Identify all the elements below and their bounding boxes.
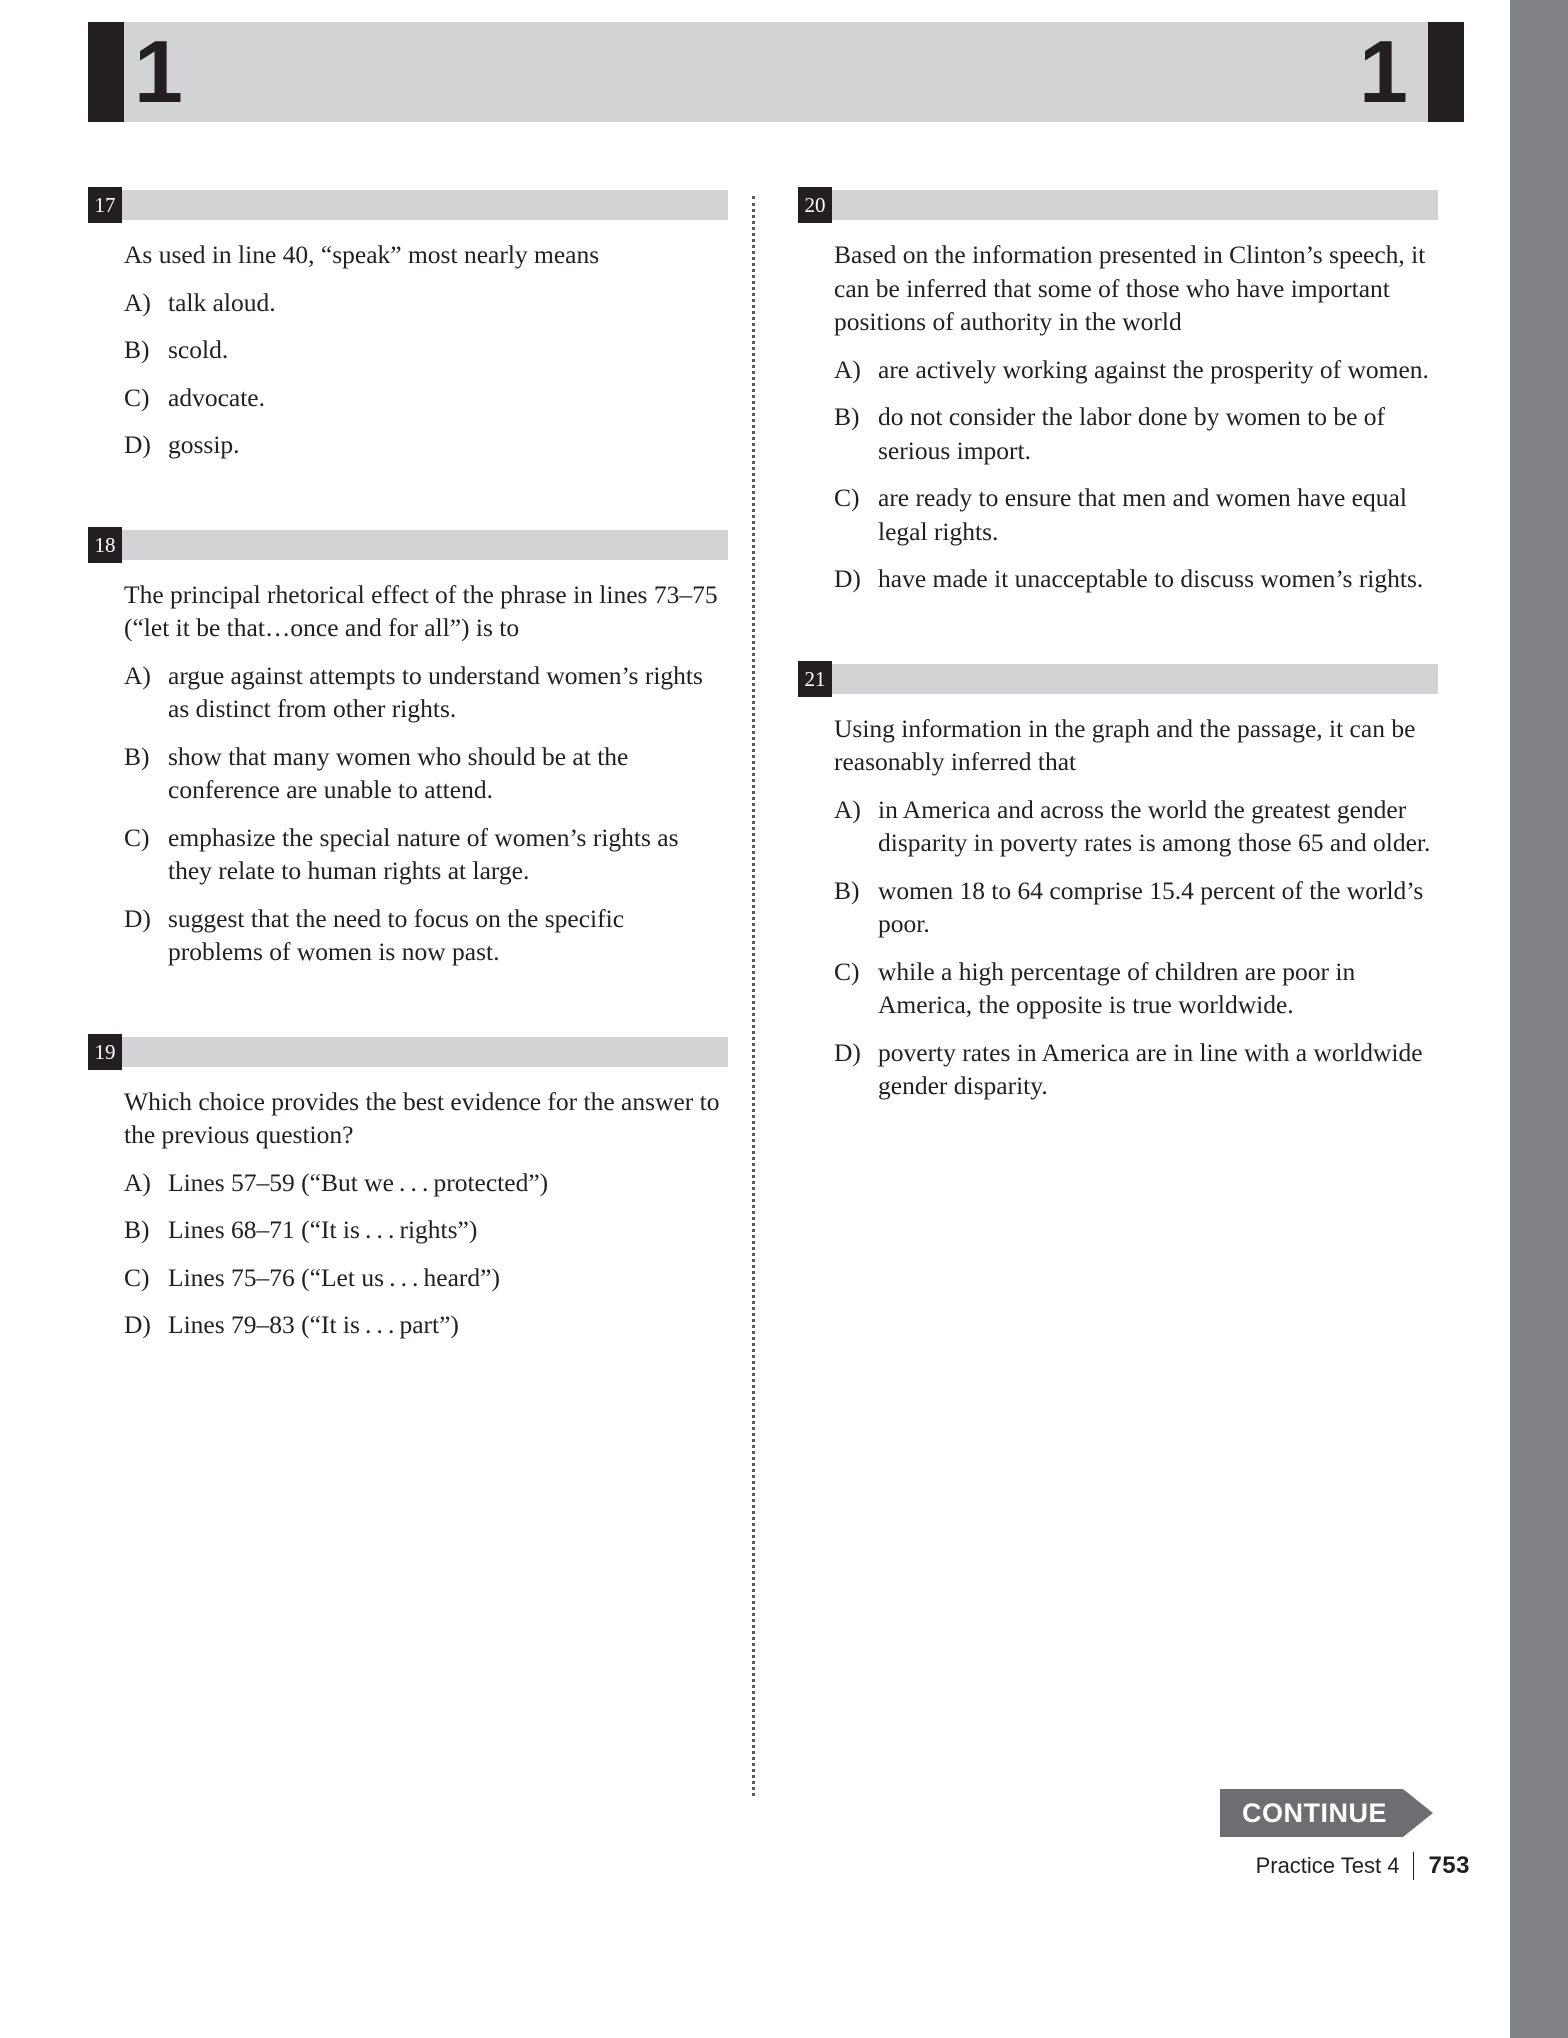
page-edge-bar <box>1510 0 1568 2038</box>
question-18-number: 18 <box>88 527 122 563</box>
question-spacer <box>88 488 728 530</box>
question-17-header <box>88 190 728 220</box>
question-column-right <box>798 190 1438 1129</box>
choice-17-d[interactable] <box>124 428 728 462</box>
question-18-choices <box>88 659 728 969</box>
choice-20-c[interactable] <box>834 481 1438 548</box>
choice-18-c[interactable] <box>124 821 728 888</box>
choice-text: while a high percentage of children are poor in America, the opposite is true worldwide. <box>878 956 1356 1019</box>
question-20-number: 20 <box>798 187 832 223</box>
choice-letter: B) <box>124 741 150 771</box>
choice-letter: B) <box>834 875 860 905</box>
section-banner-left-cap <box>88 22 124 122</box>
choice-text: advocate. <box>168 382 265 412</box>
choice-letter: B) <box>124 335 150 364</box>
question-19-choices <box>88 1166 728 1342</box>
choice-21-a[interactable] <box>834 793 1438 860</box>
question-17-stem: As used in line 40, “speak” most nearly means <box>124 240 600 269</box>
choice-19-d[interactable] <box>124 1308 728 1342</box>
choice-text: poverty rates in America are in line with a worldwide gender disparity. <box>878 1037 1423 1100</box>
choice-letter: B) <box>124 1215 150 1244</box>
page-footer <box>1000 1852 1470 1880</box>
question-19 <box>88 1037 728 1342</box>
question-17 <box>88 190 728 462</box>
choice-letter: C) <box>124 822 150 852</box>
choice-19-c[interactable] <box>124 1261 728 1295</box>
continue-arrow-icon <box>1403 1789 1433 1837</box>
choice-letter: D) <box>124 430 151 459</box>
column-divider <box>752 196 755 1796</box>
choice-text: emphasize the special nature of women’s rights as they relate to human rights at large. <box>168 822 679 885</box>
choice-text: suggest that the need to focus on the specific problems of women is now past. <box>168 903 625 966</box>
continue-bar <box>1220 1789 1403 1837</box>
choice-letter: B) <box>834 402 860 431</box>
choice-18-b[interactable] <box>124 740 728 807</box>
choice-letter: D) <box>834 564 861 593</box>
choice-text: argue against attempts to understand women’s rights as distinct from other rights. <box>168 660 703 723</box>
choice-18-d[interactable] <box>124 902 728 969</box>
section-banner-background <box>88 22 1464 122</box>
section-number-left: 1 <box>134 22 183 121</box>
choice-letter: D) <box>834 1037 861 1067</box>
choice-text: have made it unacceptable to discuss women’s rights. <box>878 564 1424 593</box>
section-banner-right-cap <box>1428 22 1464 122</box>
choice-letter: C) <box>834 483 860 512</box>
question-21-stem: Using information in the graph and the passage, it can be reasonably inferred that <box>834 713 1416 776</box>
choice-text: gossip. <box>168 430 240 459</box>
choice-20-d[interactable] <box>834 562 1438 596</box>
question-spacer <box>88 995 728 1037</box>
choice-letter: A) <box>124 660 151 690</box>
choice-21-d[interactable] <box>834 1036 1438 1103</box>
question-20-header <box>798 190 1438 220</box>
choice-letter: A) <box>124 1167 151 1197</box>
question-column-left <box>88 190 728 1368</box>
question-19-number: 19 <box>88 1034 122 1070</box>
choice-20-b[interactable] <box>834 400 1438 467</box>
question-spacer <box>798 622 1438 664</box>
choice-19-b[interactable] <box>124 1213 728 1247</box>
question-21-number: 21 <box>798 661 832 697</box>
choice-text: do not consider the labor done by women to be of serious import. <box>878 402 1386 465</box>
question-18-header <box>88 530 728 560</box>
choice-text: Lines 57–59 (“But we . . . protected”) <box>168 1167 549 1197</box>
choice-letter: A) <box>834 354 861 384</box>
choice-text: show that many women who should be at the conference are unable to attend. <box>168 741 629 804</box>
footer-test-label: Practice Test 4 <box>1255 1853 1400 1878</box>
choice-20-a[interactable] <box>834 353 1438 387</box>
choice-letter: C) <box>124 382 150 412</box>
choice-18-a[interactable] <box>124 659 728 726</box>
continue-label: CONTINUE <box>1242 1797 1387 1828</box>
question-20-choices <box>798 353 1438 596</box>
choice-text: are actively working against the prosperity of women. <box>878 354 1429 384</box>
question-17-number: 17 <box>88 187 122 223</box>
choice-17-a[interactable] <box>124 286 728 320</box>
choice-21-b[interactable] <box>834 874 1438 941</box>
section-number-right: 1 <box>1359 22 1408 121</box>
choice-21-c[interactable] <box>834 955 1438 1022</box>
question-20-stem: Based on the information presented in Clinton’s speech, it can be inferred that some of those who have important positions of authority in the world <box>834 240 1426 336</box>
choice-letter: C) <box>124 1262 150 1292</box>
choice-letter: D) <box>124 903 151 933</box>
choice-letter: D) <box>124 1310 151 1339</box>
choice-text: talk aloud. <box>168 287 276 317</box>
choice-text: Lines 75–76 (“Let us . . . heard”) <box>168 1262 500 1292</box>
question-20 <box>798 190 1438 596</box>
question-19-stem: Which choice provides the best evidence for the answer to the previous question? <box>124 1086 720 1149</box>
question-19-header <box>88 1037 728 1067</box>
choice-17-b[interactable] <box>124 333 728 367</box>
continue-banner <box>1220 1789 1433 1837</box>
choice-text: are ready to ensure that men and women have equal legal rights. <box>878 483 1407 546</box>
choice-text: Lines 79–83 (“It is . . . part”) <box>168 1310 459 1339</box>
section-banner <box>88 22 1464 122</box>
question-21-choices <box>798 793 1438 1103</box>
choice-text: women 18 to 64 comprise 15.4 percent of the world’s poor. <box>878 875 1424 938</box>
question-18-stem: The principal rhetorical effect of the phrase in lines 73–75 (“let it be that…once and for all”) is to <box>124 579 718 642</box>
question-17-choices <box>88 286 728 462</box>
choice-letter: A) <box>834 794 861 824</box>
question-21 <box>798 664 1438 1103</box>
footer-separator <box>1413 1852 1414 1880</box>
question-18 <box>88 530 728 969</box>
choice-letter: A) <box>124 287 151 317</box>
footer-page-number: 753 <box>1428 1852 1470 1879</box>
question-21-header <box>798 664 1438 694</box>
choice-19-a[interactable] <box>124 1166 728 1200</box>
choice-text: Lines 68–71 (“It is . . . rights”) <box>168 1215 478 1244</box>
choice-17-c[interactable] <box>124 381 728 415</box>
choice-text: in America and across the world the greatest gender disparity in poverty rates is among those 65 and older. <box>878 794 1431 857</box>
choice-letter: C) <box>834 956 860 986</box>
choice-text: scold. <box>168 335 229 364</box>
